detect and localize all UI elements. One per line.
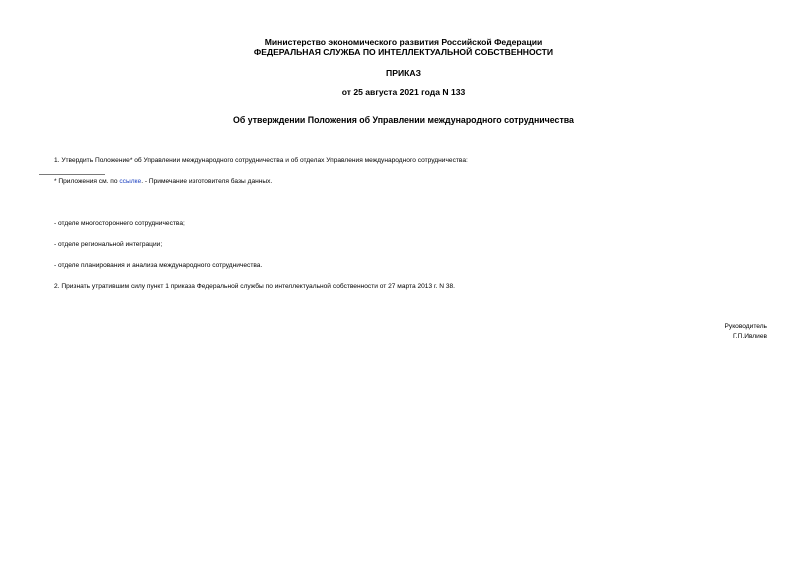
ministry-name: Министерство экономического развития Российской Федерации: [264, 37, 543, 47]
order-date: от 25 августа 2021 года N 133: [341, 87, 466, 97]
list-item-department: - отделе планирования и анализа международного сотрудничества.: [54, 262, 263, 269]
document-title: Об утверждении Положения об Управлении международного сотрудничества: [233, 115, 574, 125]
paragraph-item-1: 1. Утвердить Положение* об Управлении международного сотрудничества и об отделах Управления международного сотрудничества:: [54, 157, 468, 164]
order-title: ПРИКАЗ: [386, 68, 421, 78]
service-name: ФЕДЕРАЛЬНАЯ СЛУЖБА ПО ИНТЕЛЛЕКТУАЛЬНОЙ СОБСТВЕННОСТИ: [253, 47, 554, 57]
signatory-position: Руководитель: [724, 323, 767, 330]
paragraph-item-2: 2. Признать утратившим силу пункт 1 приказа Федеральной службы по интеллектуальной собственности от 27 марта 2013 г. N 38.: [54, 283, 455, 290]
footnote-divider: [39, 174, 105, 175]
footnote-prefix: * Приложения см. по: [54, 178, 120, 185]
footnote-suffix: . - Примечание изготовителя базы данных.: [141, 178, 273, 185]
footnote: [54, 177, 272, 186]
attachment-link[interactable]: ссылке: [119, 178, 142, 185]
list-item-department: - отделе многостороннего сотрудничества;: [54, 220, 185, 227]
list-item-department: - отделе региональной интеграции;: [54, 241, 163, 248]
signatory-name: Г.П.Ивлиев: [733, 333, 767, 340]
